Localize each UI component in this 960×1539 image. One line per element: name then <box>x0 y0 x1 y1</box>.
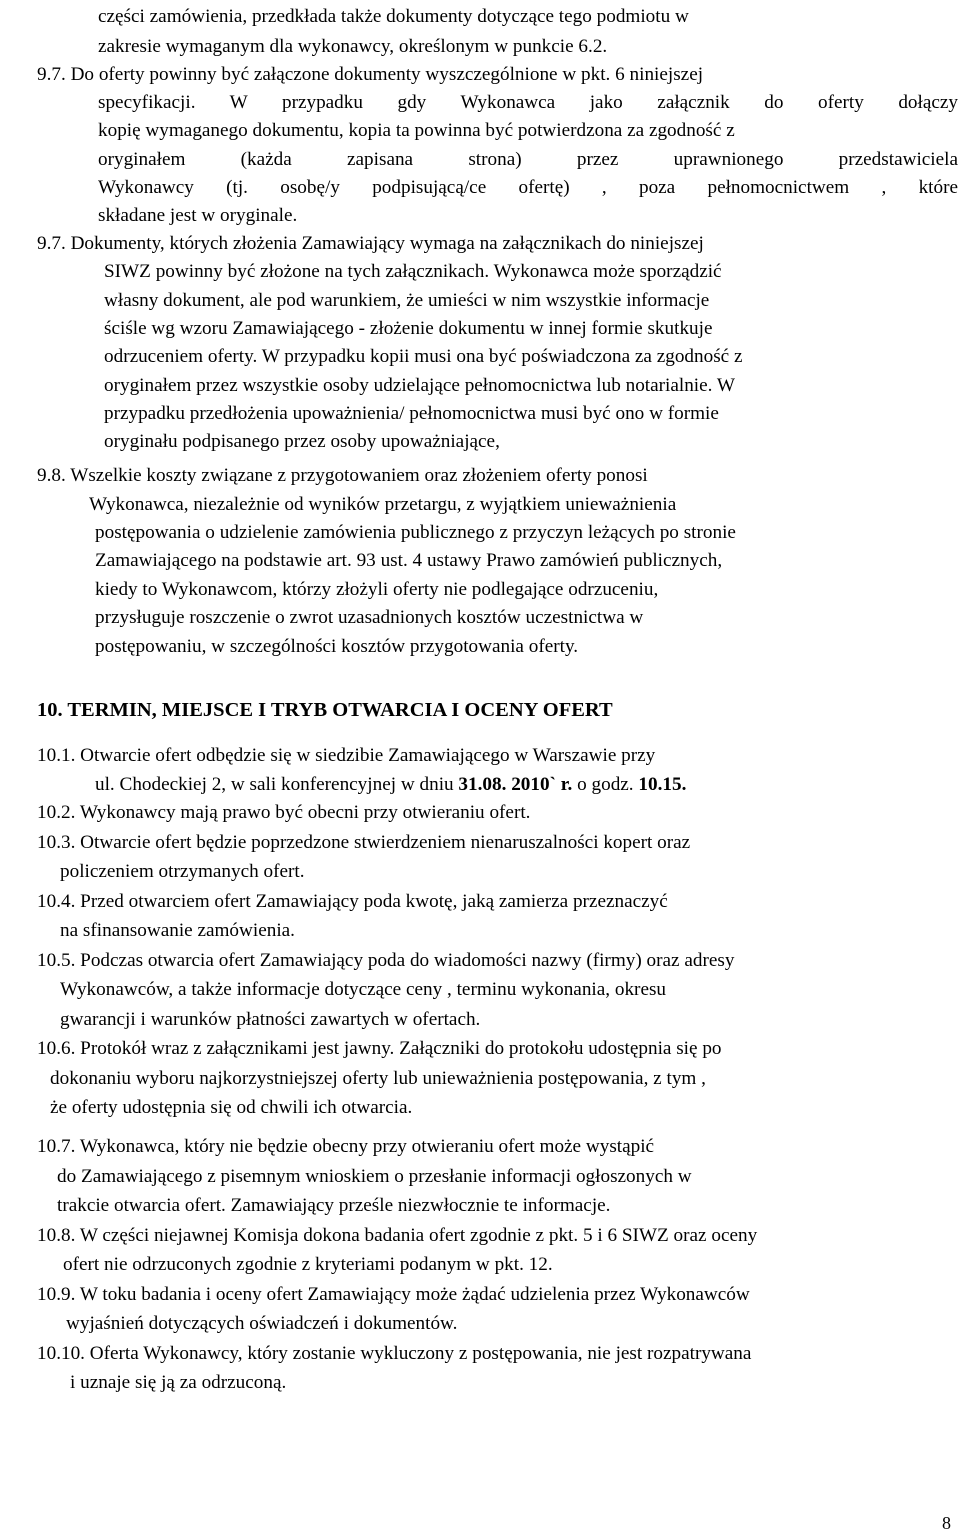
text-line: 10.7. Wykonawca, który nie będzie obecny przy otwieraniu ofert może wystąpić <box>37 1136 655 1157</box>
text-line: kiedy to Wykonawcom, którzy złożyli oferty nie podlegające odrzuceniu, <box>95 579 659 600</box>
text-line: kopię wymaganego dokumentu, kopia ta powinna być potwierdzona za zgodność z <box>98 120 735 141</box>
text-line: że oferty udostępnia się od chwili ich otwarcia. <box>50 1097 413 1118</box>
text-line: zakresie wymaganym dla wykonawcy, określonym w punkcie 6.2. <box>98 36 608 57</box>
section-heading: 10. TERMIN, MIEJSCE I TRYB OTWARCIA I OCENY OFERT <box>37 699 613 721</box>
page-number: 8 <box>942 1513 951 1533</box>
text-line: SIWZ powinny być złożone na tych załącznikach. Wykonawca może sporządzić <box>104 261 722 282</box>
opening-date: 31.08. 2010` r. <box>458 774 573 795</box>
text-line: 10.5. Podczas otwarcia ofert Zamawiający poda do wiadomości nazwy (firmy) oraz adresy <box>37 950 735 971</box>
text-line: wyjaśnień dotyczących oświadczeń i dokumentów. <box>66 1313 458 1334</box>
text-line: 10.10. Oferta Wykonawcy, który zostanie wykluczony z postępowania, nie jest rozpatrywana <box>37 1343 752 1364</box>
text-line: 10.4. Przed otwarciem ofert Zamawiający poda kwotę, jaką zamierza przeznaczyć <box>37 891 668 912</box>
text-line: i uznaje się ją za odrzuconą. <box>70 1372 287 1393</box>
text-line: części zamówienia, przedkłada także dokumenty dotyczące tego podmiotu w <box>98 6 689 27</box>
text-line: do Zamawiającego z pisemnym wnioskiem o przesłanie informacji ogłoszonych w <box>57 1166 692 1187</box>
text-line: oryginałem przez wszystkie osoby udzielające pełnomocnictwa lub notarialnie. W <box>104 375 736 396</box>
text-line: Zamawiającego na podstawie art. 93 ust. 4 ustawy Prawo zamówień publicznych, <box>95 550 723 571</box>
text-line: składane jest w oryginale. <box>98 205 298 226</box>
text-line: oryginału podpisanego przez osoby upoważniające, <box>104 431 500 452</box>
opening-time: 10.15. <box>638 774 687 795</box>
text-line: policzeniem otrzymanych ofert. <box>60 861 305 882</box>
text-line: ofert nie odrzuconych zgodnie z kryteriami podanym w pkt. 12. <box>63 1254 553 1275</box>
text-line: 10.9. W toku badania i oceny ofert Zamawiający może żądać udzielenia przez Wykonawców <box>37 1284 750 1305</box>
text-line: 10.8. W części niejawnej Komisja dokona badania ofert zgodnie z pkt. 5 i 6 SIWZ oraz oceny <box>37 1225 758 1246</box>
text-line: 10.3. Otwarcie ofert będzie poprzedzone stwierdzeniem nienaruszalności kopert oraz <box>37 832 691 853</box>
text-line: Wykonawców, a także informacje dotyczące ceny , terminu wykonania, okresu <box>60 979 667 1000</box>
text-line: oryginałem (każda zapisana strona) przez uprawnionego przedstawiciela <box>98 149 958 170</box>
text-line: dokonaniu wyboru najkorzystniejszej oferty lub unieważnienia postępowania, z tym , <box>50 1068 706 1089</box>
text-line: własny dokument, ale pod warunkiem, że umieści w nim wszystkie informacje <box>104 290 710 311</box>
text-line: Wykonawca, niezależnie od wyników przetargu, z wyjątkiem unieważnienia <box>89 494 677 515</box>
text-line: 9.8. Wszelkie koszty związane z przygotowaniem oraz złożeniem oferty ponosi <box>37 465 648 486</box>
text-line: ściśle wg wzoru Zamawiającego - złożenie dokumentu w innej formie skutkuje <box>104 318 713 339</box>
text-line: specyfikacji. W przypadku gdy Wykonawca jako załącznik do oferty dołączy <box>98 92 958 113</box>
text-line: 9.7. Do oferty powinny być załączone dokumenty wyszczególnione w pkt. 6 niniejszej <box>37 64 704 85</box>
text-line: odrzuceniem oferty. W przypadku kopii musi ona być poświadczona za zgodność z <box>104 346 743 367</box>
text-line: przysługuje roszczenie o zwrot uzasadnionych kosztów uczestnictwa w <box>95 607 644 628</box>
text-line <box>95 775 686 794</box>
text-line: Wykonawcy (tj. osobę/y podpisującą/ce ofertę) , poza pełnomocnictwem , które <box>98 177 958 198</box>
text-line: 9.7. Dokumenty, których złożenia Zamawiający wymaga na załącznikach do niniejszej <box>37 233 704 254</box>
text-segment: ul. Chodeckiej 2, w sali konferencyjnej w dniu <box>95 774 454 795</box>
text-line: 10.1. Otwarcie ofert odbędzie się w siedzibie Zamawiającego w Warszawie przy <box>37 745 656 766</box>
text-line: 10.6. Protokół wraz z załącznikami jest jawny. Załączniki do protokołu udostępnia się po <box>37 1038 722 1059</box>
text-segment: o godz. <box>572 774 634 795</box>
text-line: przypadku przedłożenia upoważnienia/ pełnomocnictwa musi być ono w formie <box>104 403 719 424</box>
text-line: trakcie otwarcia ofert. Zamawiający prześle niezwłocznie te informacje. <box>57 1195 611 1216</box>
text-line: postępowania o udzielenie zamówienia publicznego z przyczyn leżących po stronie <box>95 522 736 543</box>
text-line: postępowaniu, w szczególności kosztów przygotowania oferty. <box>95 636 579 657</box>
text-line: na sfinansowanie zamówienia. <box>60 920 295 941</box>
text-line: gwarancji i warunków płatności zawartych w ofertach. <box>60 1009 481 1030</box>
text-line: 10.2. Wykonawcy mają prawo być obecni przy otwieraniu ofert. <box>37 802 531 823</box>
